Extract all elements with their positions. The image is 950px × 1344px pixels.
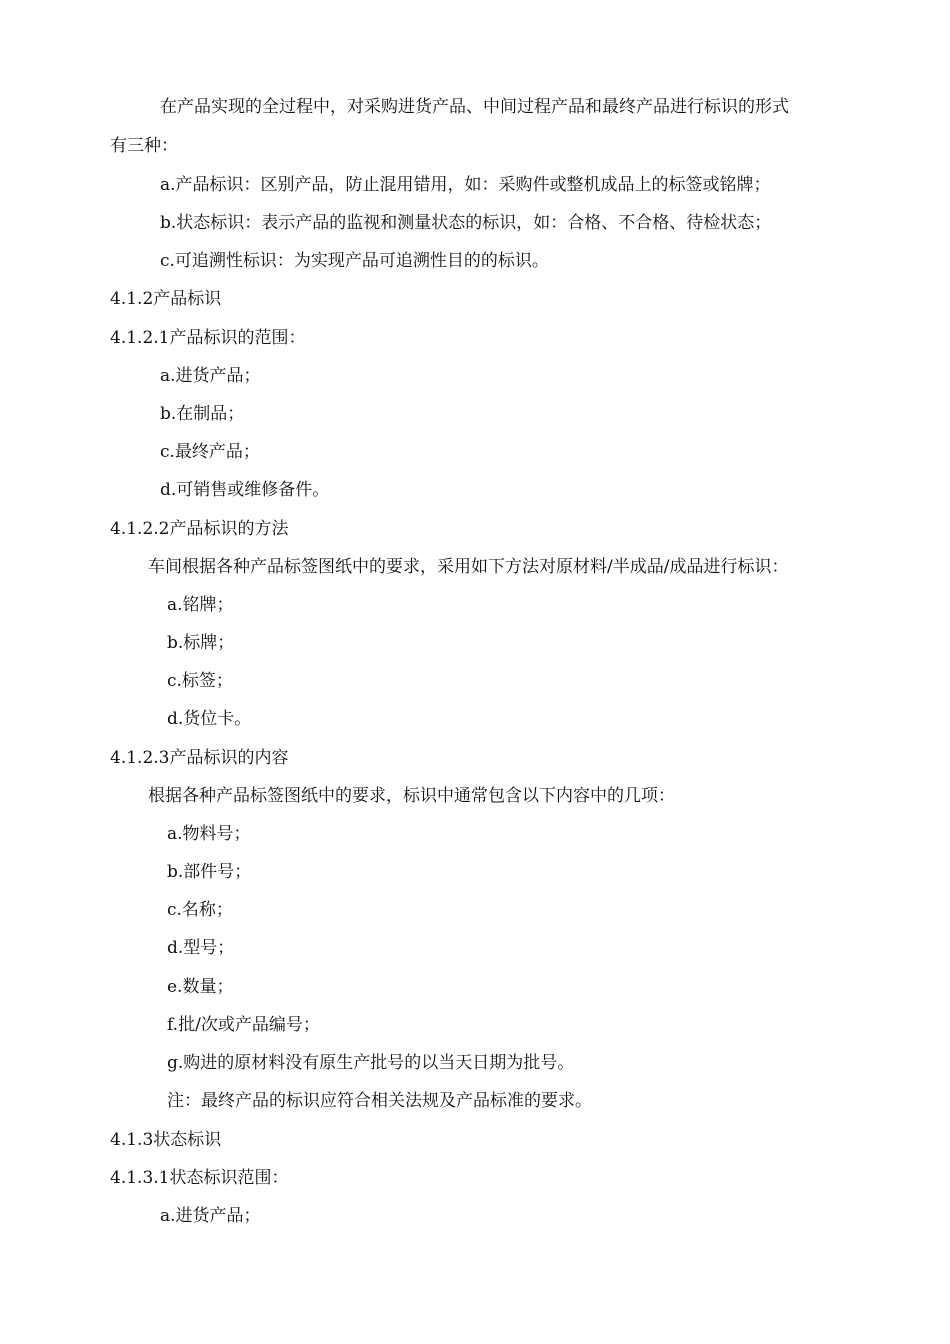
intro-paragraph-line-1: 在产品实现的全过程中，对采购进货产品、中间过程产品和最终产品进行标识的形式: [160, 97, 789, 117]
list-item: a.铭牌；: [167, 595, 234, 615]
list-item: d.货位卡。: [167, 709, 252, 729]
list-item: b.部件号；: [167, 862, 252, 882]
content-paragraph: 根据各种产品标签图纸中的要求，标识中通常包含以下内容中的几项：: [148, 786, 675, 806]
list-item: e.数量；: [167, 977, 234, 997]
list-item: a.进货产品；: [160, 366, 261, 386]
list-item: g.购进的原材料没有原生产批号的以当天日期为批号。: [167, 1053, 575, 1073]
list-item: d.型号；: [167, 938, 235, 958]
section-heading-4-1-2-2: 4.1.2.2产品标识的方法: [110, 519, 289, 539]
section-heading-4-1-3: 4.1.3状态标识: [110, 1130, 222, 1150]
list-item: a.进货产品；: [160, 1206, 261, 1226]
section-heading-4-1-2-3: 4.1.2.3产品标识的内容: [110, 748, 289, 768]
list-item: c.名称；: [167, 900, 233, 920]
note-text: 注：最终产品的标识应符合相关法规及产品标准的要求。: [167, 1091, 592, 1111]
section-heading-4-1-2-1: 4.1.2.1产品标识的范围：: [110, 328, 306, 348]
section-heading-4-1-2: 4.1.2产品标识: [110, 289, 222, 309]
list-item: c.最终产品；: [160, 442, 260, 462]
method-paragraph: 车间根据各种产品标签图纸中的要求，采用如下方法对原材料/半成品/成品进行标识：: [148, 557, 789, 577]
list-item: c.标签；: [167, 671, 233, 691]
section-heading-4-1-3-1: 4.1.3.1状态标识范围：: [110, 1168, 289, 1188]
list-item: c.可追溯性标识：为实现产品可追溯性目的的标识。: [160, 251, 549, 271]
intro-paragraph-line-2: 有三种：: [110, 136, 178, 156]
list-item: b.标牌；: [167, 633, 235, 653]
list-item: a.物料号；: [167, 824, 251, 844]
list-item: b.状态标识：表示产品的监视和测量状态的标识，如：合格、不合格、待检状态；: [160, 213, 772, 233]
list-item: f.批/次或产品编号；: [167, 1015, 320, 1035]
list-item: d.可销售或维修备件。: [160, 480, 330, 500]
list-item: a.产品标识：区别产品，防止混用错用，如：采购件或整机成品上的标签或铭牌；: [160, 175, 771, 195]
list-item: b.在制品；: [160, 404, 245, 424]
